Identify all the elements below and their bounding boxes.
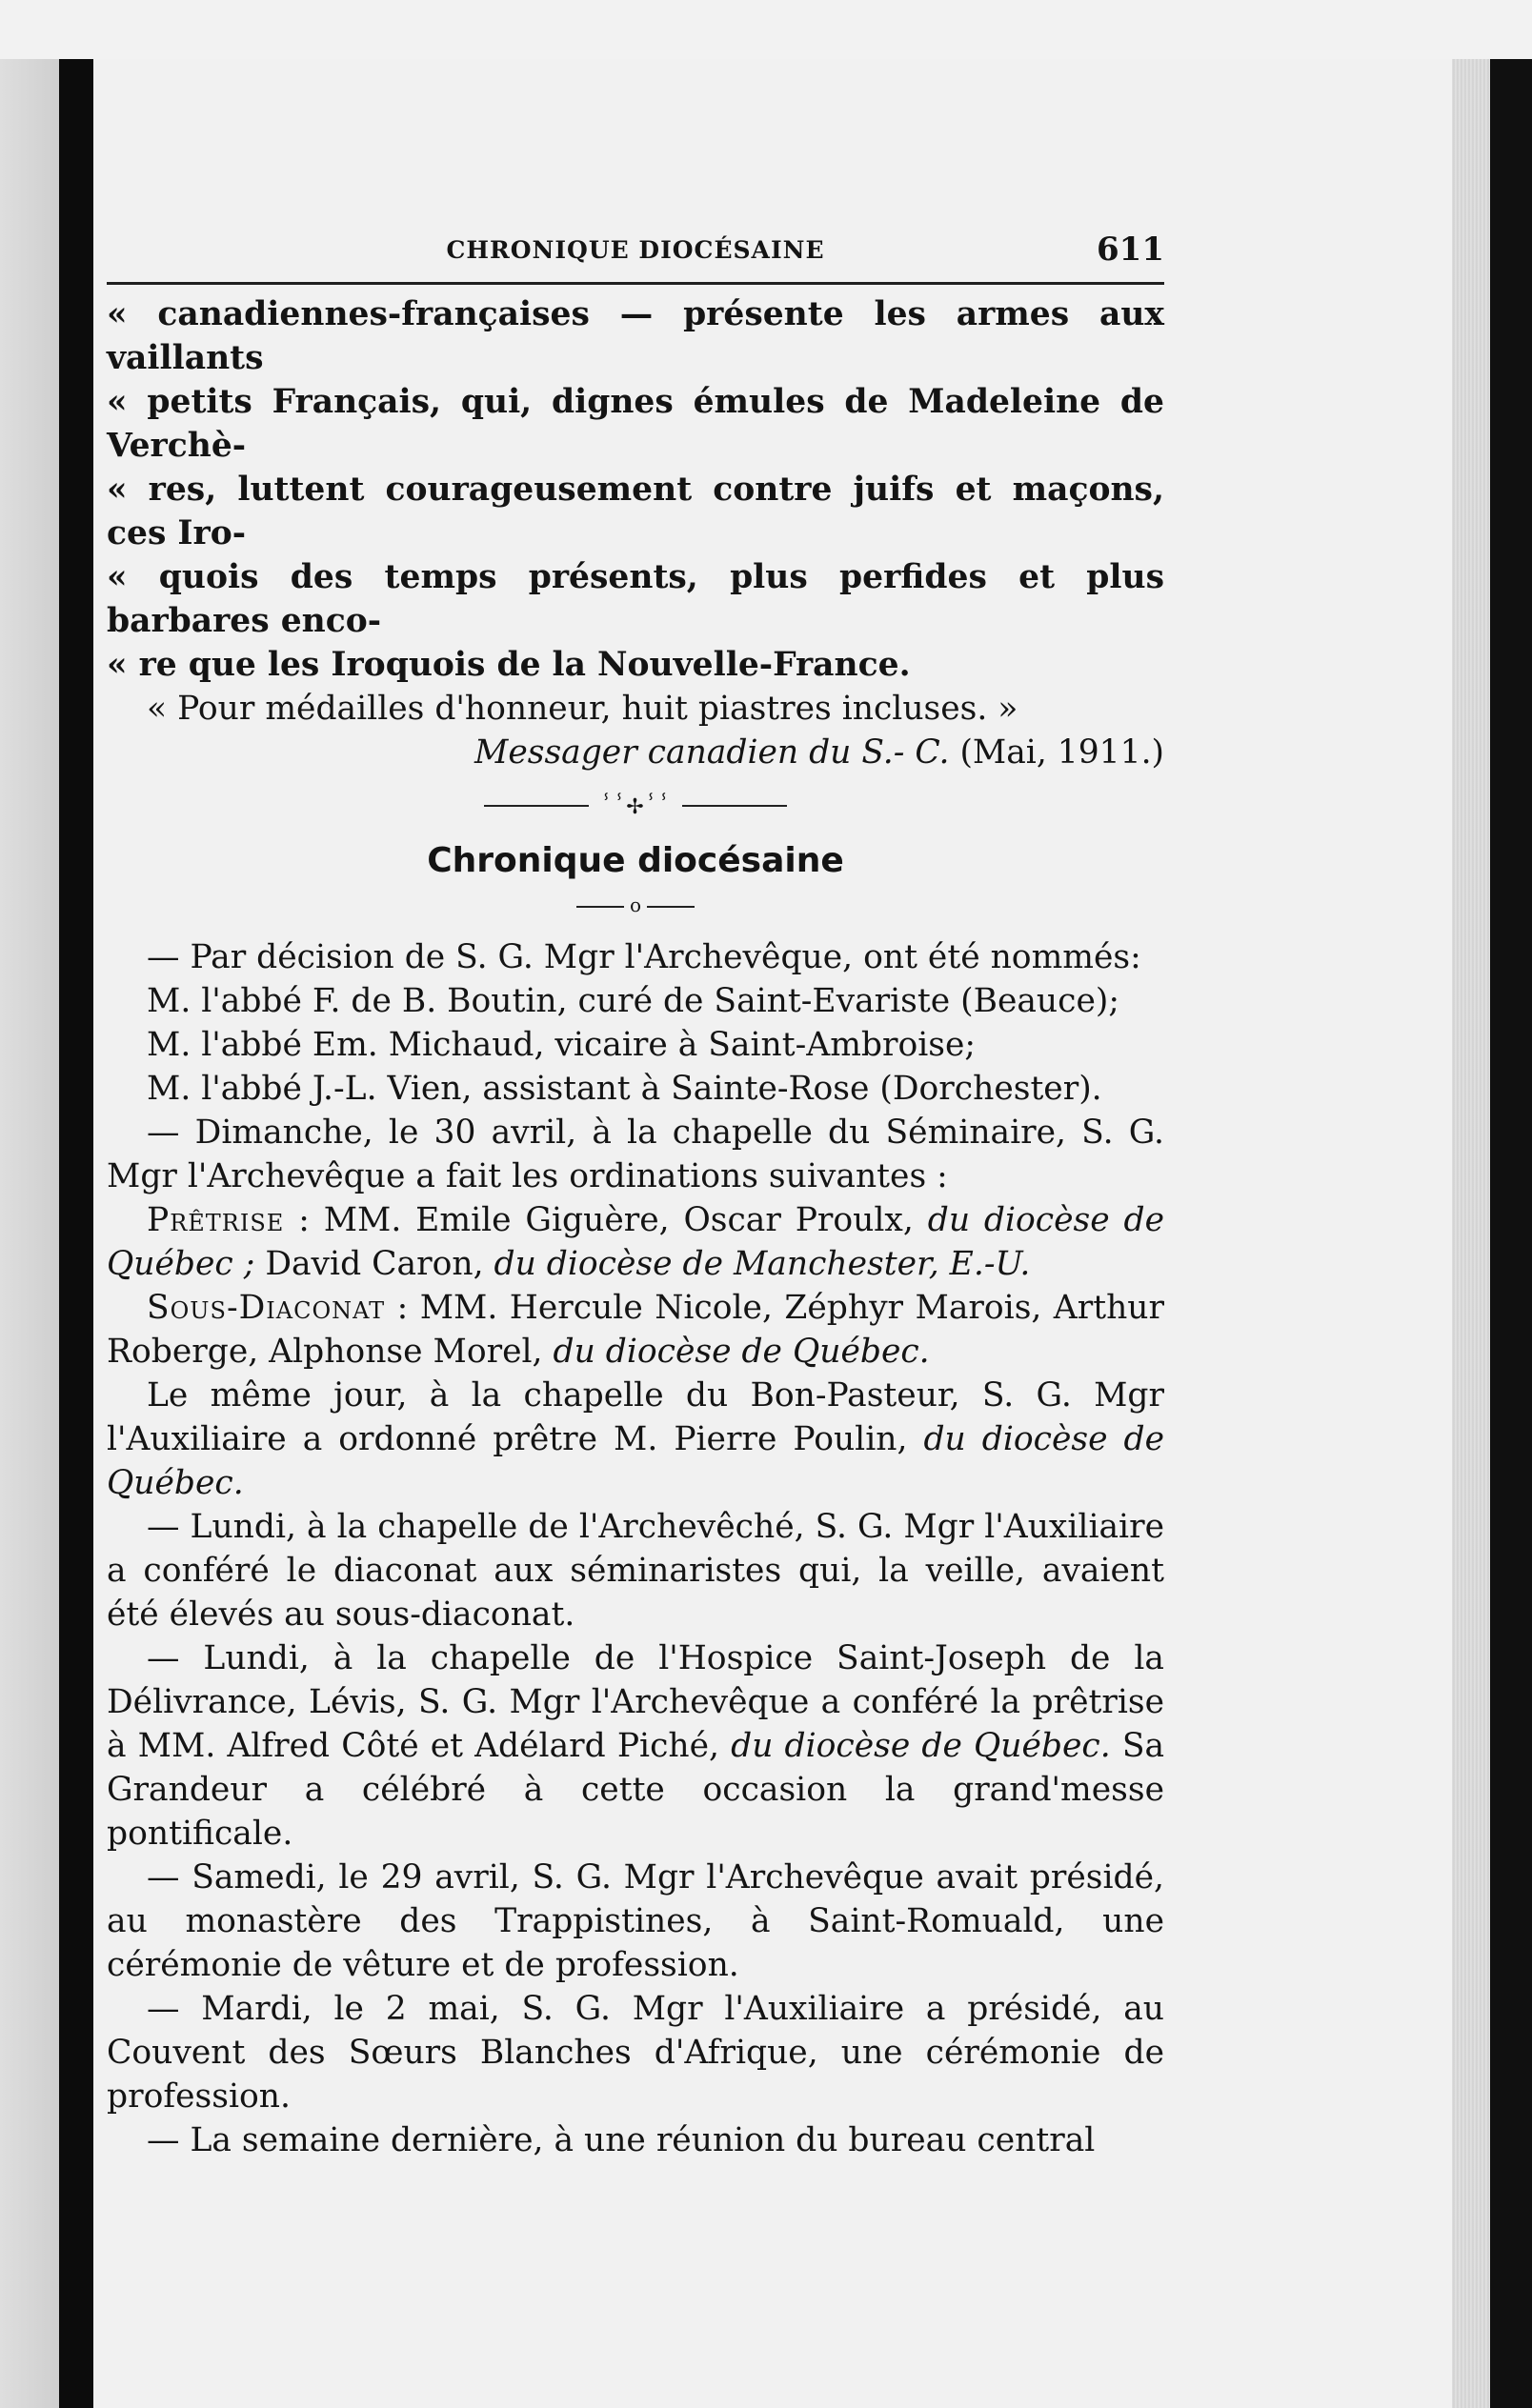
page-stack-edges [1452, 59, 1490, 2408]
quote-line: « res, luttent courageusement contre juifs et maçons, ces Iro- [107, 471, 1164, 552]
quote-line: « canadiennes-françaises — présente les armes aux vaillants [107, 295, 1164, 377]
book-gutter [59, 59, 93, 2408]
hospice-text-end: Sa Grandeur a célébré à cette occasion la grand'messe pontificale. [107, 1727, 1165, 1853]
quoted-text [107, 292, 1164, 687]
citation-date: (Mai, 1911.) [959, 733, 1164, 772]
pretrise-text-2: David Caron, [265, 1245, 484, 1283]
bon-pasteur-text: Le même jour, à la chapelle du Bon-Pasteur, S. G. Mgr l'Auxiliaire a ordonné prêtre M. Pierre Poulin, [107, 1376, 1164, 1458]
ornament-glyph: o [629, 893, 642, 916]
paragraph-pretrise [107, 1198, 1164, 1286]
rule-line-left [576, 906, 624, 908]
rule-line-right [647, 906, 695, 908]
paragraph-sous-diaconat [107, 1286, 1164, 1374]
paragraph-nominations: — Par décision de S. G. Mgr l'Archevêque, ont été nommés: [147, 938, 1141, 976]
pretrise-text: : MM. Emile Giguère, Oscar Proulx, [298, 1201, 914, 1239]
pretrise-diocese: du diocèse de Québec ; [107, 1201, 1165, 1283]
quote-line: « quois des temps présents, plus perfides et plus barbares enco- [107, 558, 1164, 640]
pretrise-label: Prêtrise [147, 1201, 285, 1239]
scan-right-margin [1490, 59, 1532, 2408]
citation-source: Messager canadien du S.- C. [474, 733, 950, 772]
paragraph-trappistines: — Samedi, le 29 avril, S. G. Mgr l'Archevêque avait présidé, au monastère des Trappistines, à Saint-Romuald, une cérémonie de vêture et de profession. [107, 1858, 1164, 1984]
ornamental-rule [107, 792, 1164, 820]
page-number: 611 [1097, 231, 1164, 269]
running-header [107, 229, 1164, 285]
paragraph-bureau-central: — La semaine dernière, à une réunion du bureau central [147, 2121, 1096, 2159]
hospice-text: — Lundi, à la chapelle de l'Hospice Saint-Joseph de la Délivrance, Lévis, S. G. Mgr l'Archevêque a conféré la prêtrise à MM. Alfred Côté et Adélard Piché, [107, 1639, 1164, 1765]
nomination-line: M. l'abbé Em. Michaud, vicaire à Saint-Ambroise; [147, 1026, 977, 1064]
quote-line: « petits Français, qui, dignes émules de Madeleine de Verchè- [107, 383, 1164, 465]
paragraph-bon-pasteur [107, 1374, 1164, 1505]
rule-line-left [484, 805, 589, 807]
citation [107, 731, 1164, 774]
sous-diaconat-diocese: du diocèse de Québec. [553, 1333, 930, 1371]
facing-page-edge [0, 59, 59, 2408]
running-title: CHRONIQUE DIOCÉSAINE [446, 236, 825, 264]
pretrise-diocese-2: du diocèse de Manchester, E.-U. [494, 1245, 1031, 1283]
prize-line: « Pour médailles d'honneur, huit piastres incluses. » [147, 690, 1018, 728]
nomination-line: M. l'abbé J.-L. Vien, assistant à Sainte-Rose (Dorchester). [147, 1070, 1102, 1108]
bon-pasteur-diocese: du diocèse de Québec. [107, 1420, 1164, 1502]
hospice-diocese: du diocèse de Québec. [731, 1727, 1111, 1765]
sous-diaconat-label: Sous-Diaconat [147, 1289, 386, 1327]
small-ornamental-rule [107, 893, 1164, 916]
paragraph-hospice [107, 1636, 1164, 1856]
page-text-block [107, 229, 1164, 2162]
rule-line-right [682, 805, 787, 807]
ornament-glyph: ⸯⸯ✢ⸯⸯ [599, 795, 672, 819]
paragraph-diaconat: — Lundi, à la chapelle de l'Archevêché, S. G. Mgr l'Auxiliaire a conféré le diaconat aux séminaristes qui, la veille, avaient été élevés au sous-diaconat. [107, 1508, 1164, 1634]
sous-diaconat-text: : MM. Hercule Nicole, Zéphyr Marois, Arthur Roberge, Alphonse Morel, [107, 1289, 1165, 1371]
quote-line: « re que les Iroquois de la Nouvelle-France. [107, 646, 911, 684]
paragraph-ordinations: — Dimanche, le 30 avril, à la chapelle du Séminaire, S. G. Mgr l'Archevêque a fait les ordinations suivantes : [107, 1114, 1164, 1195]
nomination-line: M. l'abbé F. de B. Boutin, curé de Saint-Evariste (Beauce); [147, 982, 1119, 1020]
section-title: Chronique diocésaine [427, 841, 844, 880]
scan-top-margin [0, 0, 1532, 59]
paragraph-soeurs-blanches: — Mardi, le 2 mai, S. G. Mgr l'Auxiliaire a présidé, au Couvent des Sœurs Blanches d'Afrique, une cérémonie de profession. [107, 1990, 1164, 2116]
